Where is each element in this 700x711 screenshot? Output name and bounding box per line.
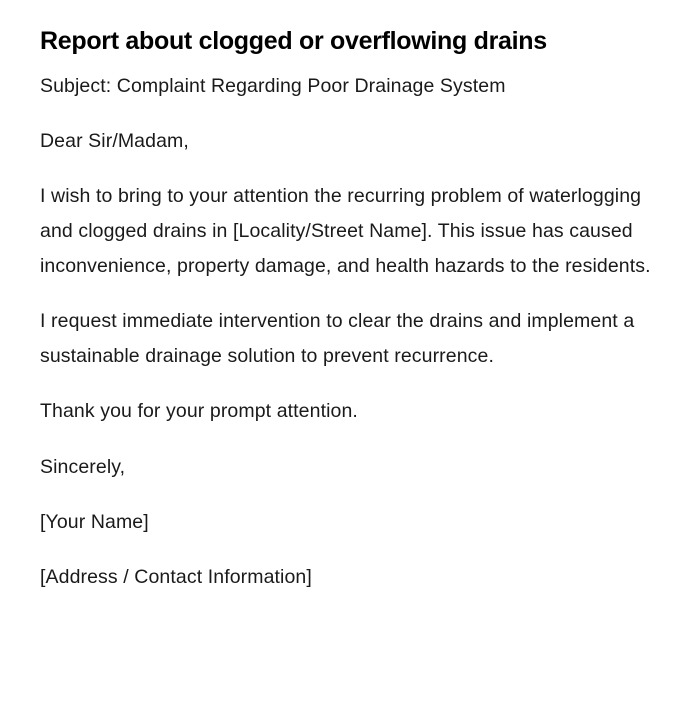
document-title: Report about clogged or overflowing drains <box>40 27 547 55</box>
salutation: Dear Sir/Madam, <box>40 130 189 152</box>
sender-contact: [Address / Contact Information] <box>40 566 312 588</box>
closing-line: Sincerely, <box>40 456 126 478</box>
body-paragraph-1: I wish to bring to your attention the recurring problem of waterlogging and clogged drains in [Locality/Street Name]. This issue has caused inconvenience, property damage, and health hazards to the residents. <box>40 185 651 277</box>
subject-line: Subject: Complaint Regarding Poor Drainage System <box>40 75 506 97</box>
thanks-line: Thank you for your prompt attention. <box>40 400 358 422</box>
sender-name: [Your Name] <box>40 511 149 533</box>
body-paragraph-2: I request immediate intervention to clear the drains and implement a sustainable drainage solution to prevent recurrence. <box>40 310 635 367</box>
